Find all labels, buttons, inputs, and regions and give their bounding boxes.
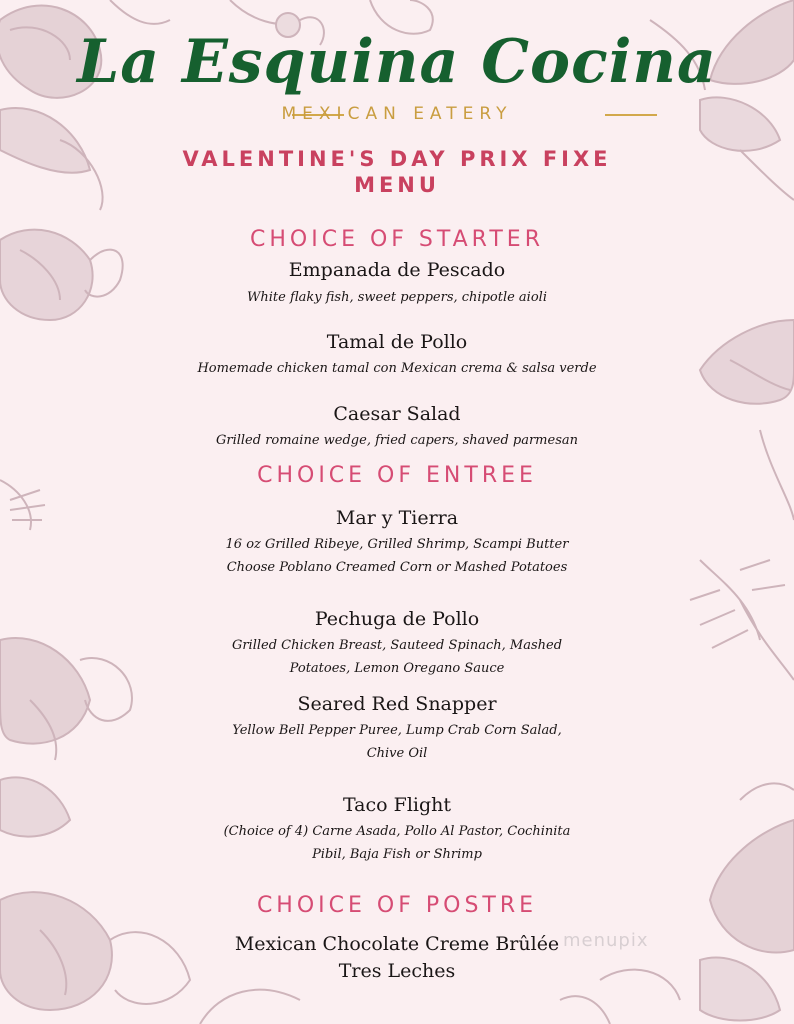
brand-subtitle: MEXICAN EATERY <box>281 104 513 124</box>
menu-item-description: Grilled romaine wedge, fried capers, shaved parmesan <box>215 433 579 448</box>
menu-item-description: Homemade chicken tamal con Mexican crema & salsa verde <box>197 361 597 376</box>
menu-item-description: (Choice of 4) Carne Asada, Pollo Al Pastor, Cochinita <box>223 824 571 839</box>
menu-item-description: 16 oz Grilled Ribeye, Grilled Shrimp, Scampi Butter <box>225 537 569 552</box>
menu-item-description: Chive Oil <box>366 746 428 761</box>
menu-item-description: Yellow Bell Pepper Puree, Lump Crab Corn Salad, <box>232 723 562 738</box>
subtitle-rule-right <box>605 114 657 116</box>
menu-item-description: Potatoes, Lemon Oregano Sauce <box>289 661 505 676</box>
menu-item-name: Mar y Tierra <box>335 507 459 529</box>
menu-item-description: Pibil, Baja Fish or Shrimp <box>312 847 482 862</box>
brand-subtitle-row <box>0 104 794 124</box>
section-heading-starter: CHOICE OF STARTER <box>250 227 544 252</box>
menu-title-line-2: MENU <box>354 173 440 197</box>
brand-logo: La Esquina Cocina <box>77 27 717 97</box>
menu-item-name: Caesar Salad <box>333 403 461 425</box>
section-heading-entree: CHOICE OF ENTREE <box>257 463 537 488</box>
menu-title <box>0 146 794 198</box>
menu-item-name: Empanada de Pescado <box>288 259 506 281</box>
menu-item-name: Tamal de Pollo <box>326 331 468 353</box>
menu-item-name: Seared Red Snapper <box>297 693 497 715</box>
menu-item-name: Mexican Chocolate Creme Brûlée <box>234 933 560 955</box>
menu-item-name: Taco Flight <box>342 794 452 816</box>
menu-item-name: Pechuga de Pollo <box>314 608 480 630</box>
watermark: menupix <box>563 930 649 951</box>
menu-item-description: White flaky fish, sweet peppers, chipotle aioli <box>247 290 547 305</box>
section-heading-postre: CHOICE OF POSTRE <box>256 893 538 918</box>
menu-item-name: Tres Leches <box>338 960 456 982</box>
menu-item-description: Choose Poblano Creamed Corn or Mashed Potatoes <box>226 560 568 575</box>
menu-item-description: Grilled Chicken Breast, Sauteed Spinach, Mashed <box>231 638 563 653</box>
menu-title-line-1: VALENTINE'S DAY PRIX FIXE <box>182 147 612 171</box>
